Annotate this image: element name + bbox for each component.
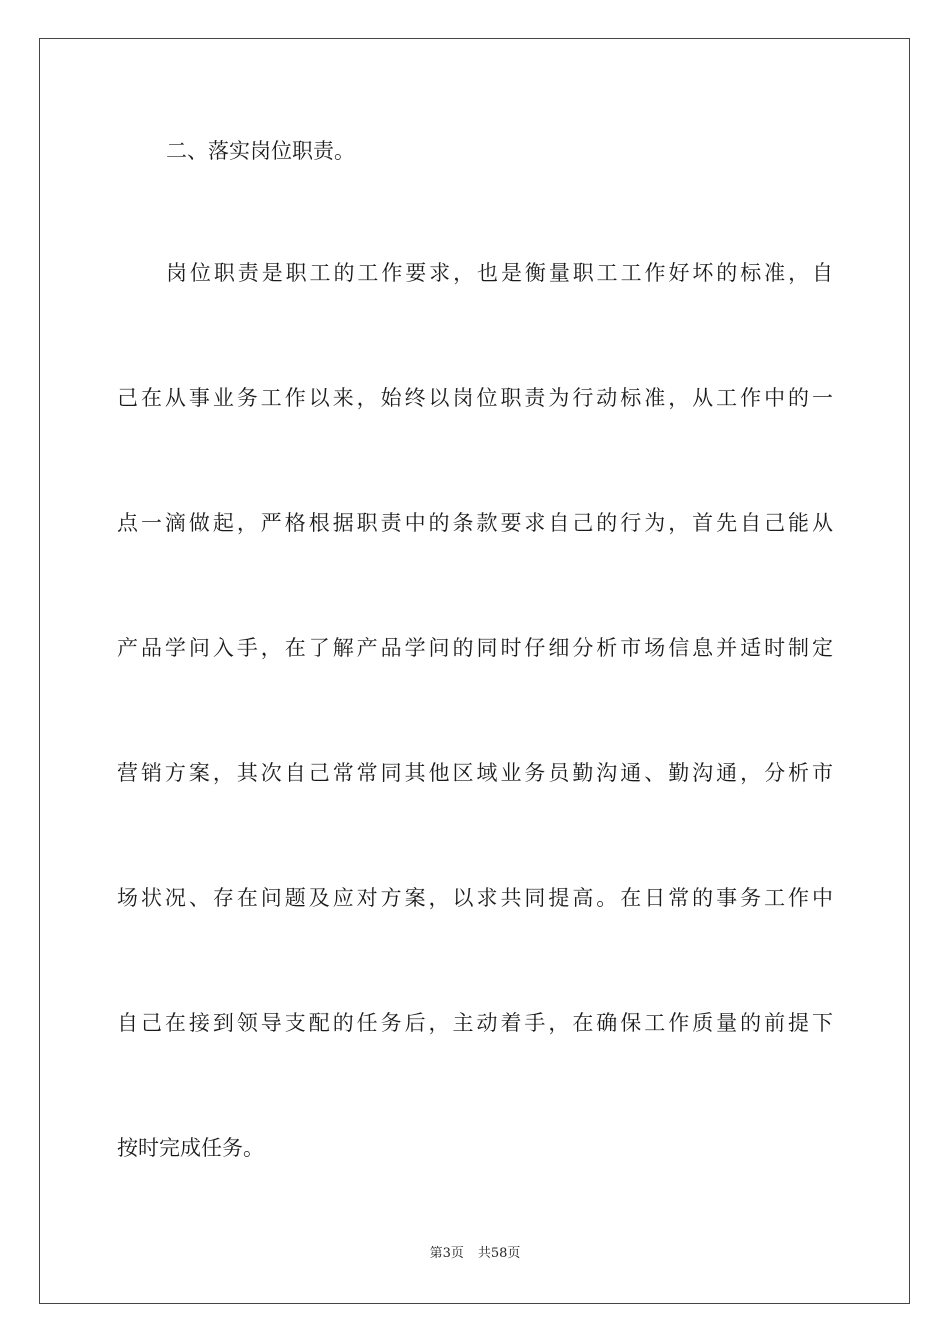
paragraph-line-8: 按时完成任务。 <box>117 1136 264 1160</box>
paragraph-line-3: 点一滴做起，严格根据职责中的条款要求自己的行为，首先自己能从 <box>117 511 833 535</box>
page-footer <box>0 1245 950 1263</box>
paragraph-line-7: 自己在接到领导支配的任务后，主动着手，在确保工作质量的前提下 <box>117 1011 833 1035</box>
page-number: 第3页 <box>429 1246 464 1261</box>
section-heading: 二、落实岗位职责。 <box>166 139 355 163</box>
paragraph-line-2: 己在从事业务工作以来，始终以岗位职责为行动标准，从工作中的一 <box>117 386 833 410</box>
paragraph-line-1: 岗位职责是职工的工作要求，也是衡量职工工作好坏的标准，自 <box>166 261 833 285</box>
total-pages: 共58页 <box>477 1246 521 1261</box>
paragraph-line-5: 营销方案，其次自己常常同其他区域业务员勤沟通、勤沟通，分析市 <box>117 761 833 785</box>
page-border <box>39 38 910 1304</box>
paragraph-line-6: 场状况、存在问题及应对方案，以求共同提高。在日常的事务工作中 <box>117 886 833 910</box>
paragraph-line-4: 产品学问入手，在了解产品学问的同时仔细分析市场信息并适时制定 <box>117 636 833 660</box>
